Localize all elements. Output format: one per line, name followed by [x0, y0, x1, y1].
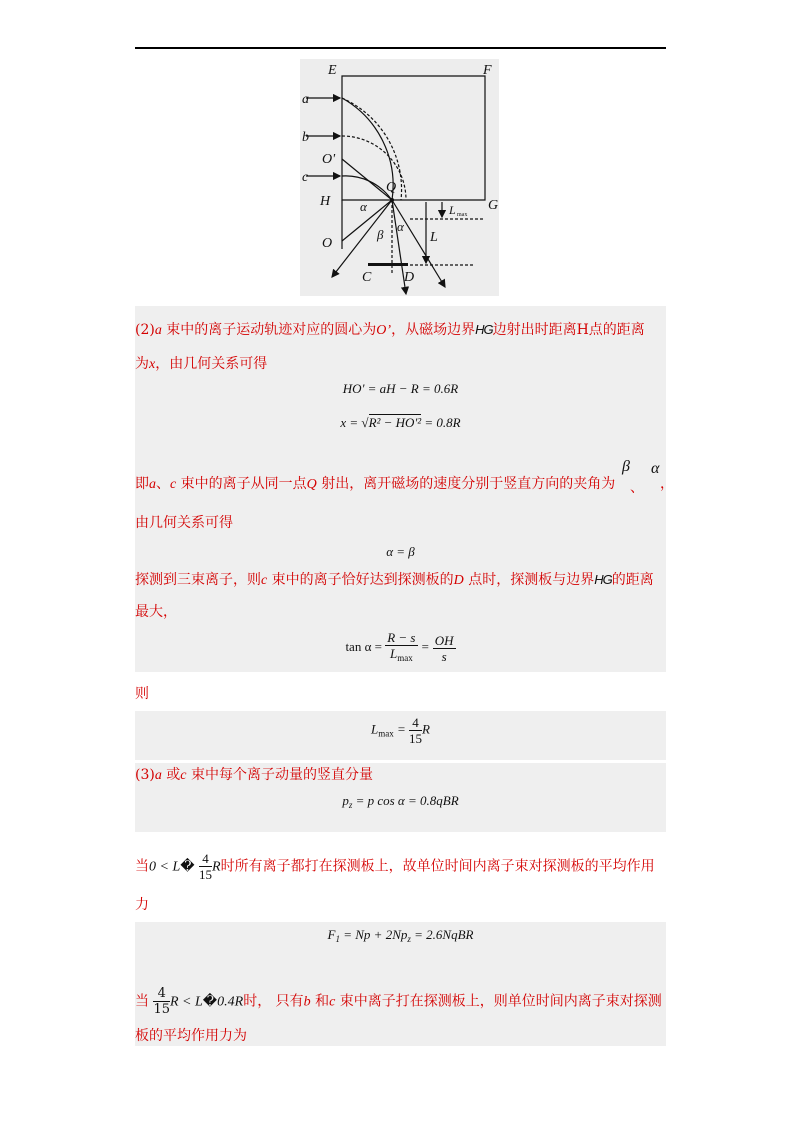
part3-cond1: 当0 < L� $\frac{4}{15}$ R时所有离子都打在探测板上，故单位时间内离子束对探测板的平均作用	[135, 851, 655, 882]
point-q	[390, 198, 394, 202]
diagram-svg	[300, 59, 499, 296]
label-lmax-sub: max	[457, 212, 468, 218]
hg-symbol-2: HG	[594, 572, 612, 587]
equation-pz: $p_z = p$ cos α = 0.8qBR	[342, 793, 459, 810]
label-alpha-1: α	[360, 199, 367, 214]
part2-line6: 最大，	[135, 604, 177, 620]
label-g: G	[488, 198, 499, 213]
label-alpha-2: α	[397, 219, 404, 234]
part3-cond2: 当 $\frac{4}{15}$ R < L�0.4R时， 只有b 和c 束中离子打在探测板上，则单位时间内离子束对探测	[135, 986, 662, 1017]
label-f: F	[483, 63, 492, 78]
hg-symbol: HG	[475, 322, 493, 337]
physics-diagram	[300, 59, 499, 296]
equation-f1: $F_1 = Np + 2Np_z$ = 2.6NqBR	[327, 927, 474, 944]
alpha-symbol: α	[651, 460, 660, 477]
part3-cond2-cont: 板的平均作用力为	[135, 1028, 247, 1044]
label-o: O	[322, 236, 333, 251]
beta-symbol: β	[622, 458, 630, 475]
label-b: b	[302, 130, 309, 145]
trailing-comma: ，	[660, 476, 674, 492]
label-d: D	[404, 270, 415, 285]
label-o-prime: O'	[322, 152, 336, 167]
detector-plate	[368, 263, 408, 266]
part2-line1: (2)a 束中的离子运动轨迹对应的圆心为O’，从磁场边界HG边射出时距离H点的距离	[135, 322, 645, 338]
label-a: a	[302, 92, 309, 107]
header-rule	[135, 47, 666, 49]
label-beta: β	[377, 227, 384, 242]
label-lmax: L	[449, 203, 456, 217]
label-l: L	[430, 230, 438, 245]
part2-line3: 即a、c 束中的离子从同一点Q 射出，离开磁场的速度分别于竖直方向的夹角为	[135, 476, 616, 492]
part2-line2: 为x，由几何关系可得	[135, 356, 268, 372]
equation-x: x = √R² − HO'² = 0.8R	[340, 415, 461, 430]
label-c: c	[302, 170, 309, 185]
equation-tan: tan α = $\frac{R - s}{L_{max}}$ = $\frac{OH}{s}$	[345, 630, 454, 664]
equation-lmax: $L_{max}$ = $\frac{4}{15}$ R	[371, 715, 430, 746]
label-h: H	[320, 194, 331, 209]
label-c-plate: C	[362, 270, 372, 285]
part2-line4: 由几何关系可得	[135, 515, 233, 531]
beta-alpha-sep: 、	[630, 480, 644, 496]
trajectory-b-arc	[342, 136, 406, 200]
label-e: E	[328, 63, 337, 78]
part2-line7: 则	[135, 686, 149, 702]
equation-ho: HO' = aH − R = 0.6R	[342, 381, 459, 396]
part2-line5: 探测到三束离子，则c 束中的离子恰好达到探测板的D 点时，探测板与边界HG的距离	[135, 572, 654, 588]
radius-line-1	[342, 159, 392, 200]
radius-line-2	[342, 200, 392, 241]
part3-line1: (3)a 或c 束中每个离子动量的竖直分量	[135, 767, 373, 783]
field-boundary	[342, 76, 485, 200]
part3-cond1-cont: 力	[135, 897, 149, 913]
label-q: Q	[386, 180, 397, 195]
equation-alpha-beta: α = β	[386, 544, 415, 559]
